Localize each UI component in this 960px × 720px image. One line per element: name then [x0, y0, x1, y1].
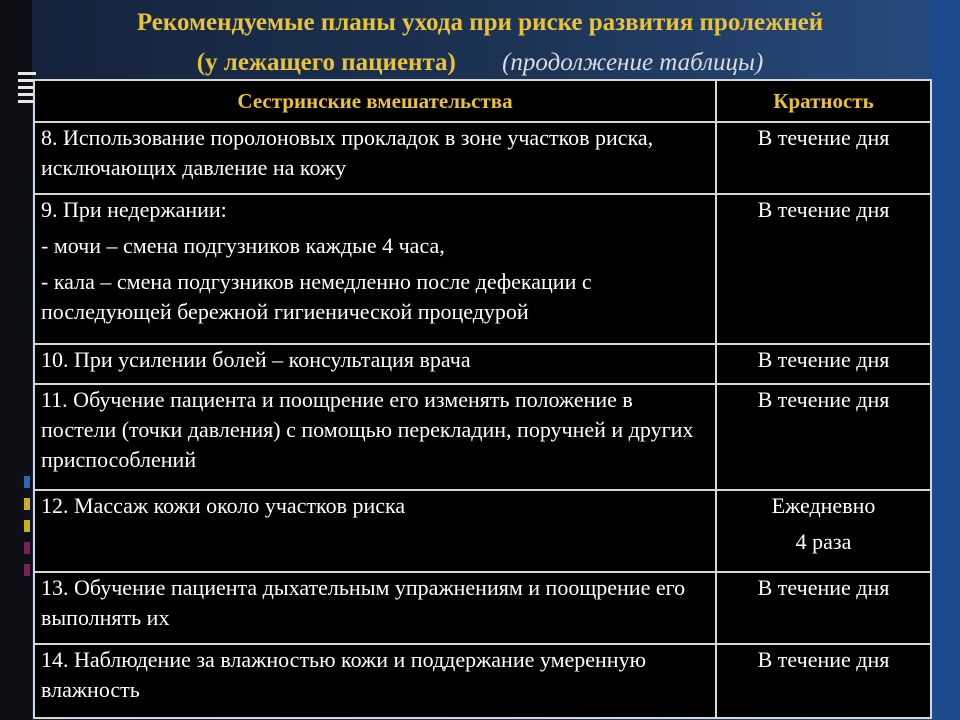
decorative-color-marks [24, 476, 32, 586]
table-row [34, 490, 931, 572]
decorative-mark [24, 564, 30, 576]
frequency-cell [716, 490, 931, 572]
intervention-text: 12. Массаж кожи около участков риска [41, 493, 406, 518]
subtitle-row [30, 46, 930, 80]
decorative-mark [24, 520, 30, 532]
frequency-text: В течение дня [757, 197, 890, 222]
table-row [34, 644, 931, 718]
intervention-text: 14. Наблюдение за влажностью кожи и поддержание умеренную влажность [41, 647, 647, 702]
intervention-text: - мочи – смена подгузников каждые 4 часа, [41, 233, 445, 258]
frequency-text: В течение дня [757, 347, 890, 372]
intervention-text: 9. При недержании: [41, 197, 227, 222]
frequency-cell [716, 122, 931, 194]
intervention-text: 11. Обучение пациента и поощрение его изменять положение в постели (точки давления) с помощью перекладин, поручней и других приспособлений [41, 387, 694, 472]
table-row [34, 122, 931, 194]
intervention-cell [34, 572, 716, 644]
intervention-cell [34, 490, 716, 572]
intervention-cell [34, 344, 716, 384]
frequency-text: В течение дня [757, 387, 890, 412]
frequency-text: В течение дня [757, 125, 890, 150]
page-title: Рекомендуемые планы ухода при риске развития пролежней [136, 9, 824, 36]
table-header-row [34, 80, 931, 122]
table-row [34, 384, 931, 490]
table-row [34, 344, 931, 384]
care-plan-table [33, 79, 932, 719]
table-row [34, 194, 931, 344]
frequency-text: В течение дня [757, 647, 890, 672]
intervention-text: - кала – смена подгузников немедленно после дефекации с последующей бережной гигиенической процедурой [41, 269, 592, 324]
decorative-mark [24, 542, 30, 554]
column-header-interventions: Сестринские вмешательства [34, 80, 716, 122]
frequency-cell [716, 194, 931, 344]
decorative-mark [24, 476, 30, 488]
frequency-cell [716, 644, 931, 718]
table-row [34, 572, 931, 644]
page-subtitle: (у лежащего пациента) [196, 49, 456, 76]
frequency-text: В течение дня [757, 575, 890, 600]
frequency-cell [716, 344, 931, 384]
continuation-note: (продолжение таблицы) [502, 49, 764, 76]
frequency-cell [716, 572, 931, 644]
intervention-cell [34, 644, 716, 718]
intervention-text: 8. Использование поролоновых прокладок в зоне участков риска, исключающих давление на кожу [41, 125, 654, 180]
intervention-text: 10. При усилении болей – консультация врача [41, 347, 471, 372]
intervention-cell [34, 384, 716, 490]
intervention-cell [34, 194, 716, 344]
right-blue-band [930, 0, 960, 720]
frequency-cell [716, 384, 931, 490]
decorative-mark [24, 498, 30, 510]
intervention-cell [34, 122, 716, 194]
frequency-text: 4 раза [795, 529, 852, 554]
frequency-text: Ежедневно [771, 493, 876, 518]
column-header-frequency: Кратность [716, 80, 931, 122]
intervention-text: 13. Обучение пациента дыхательным упражнениям и поощрение его выполнять их [41, 575, 686, 630]
